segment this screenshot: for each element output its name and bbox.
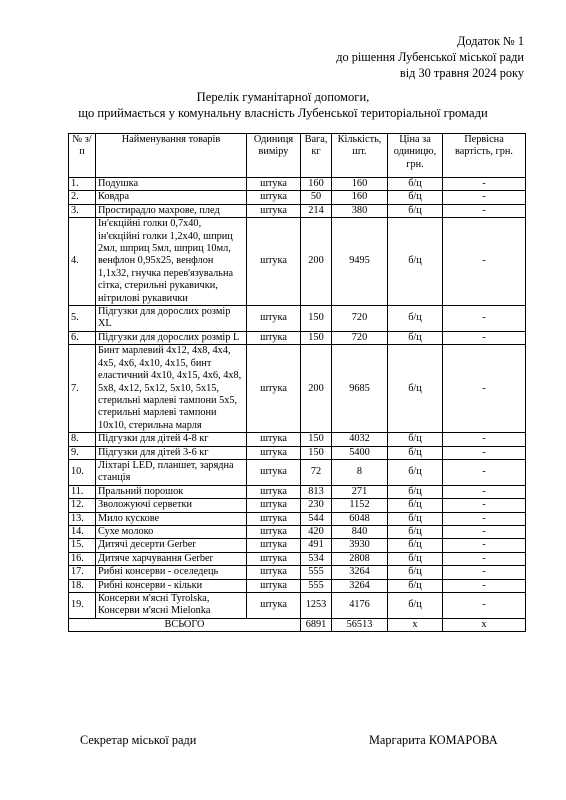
row-number-cell: 12. [69, 499, 96, 512]
initial-cost-cell: - [443, 218, 526, 306]
unit-price-cell: б/ц [388, 579, 443, 592]
weight-cell: 50 [301, 191, 332, 204]
header-cell: Кількість, шт. [332, 134, 388, 178]
weight-cell: 544 [301, 512, 332, 525]
row-number-cell: 18. [69, 579, 96, 592]
document-title [0, 89, 566, 121]
unit-price-cell: б/ц [388, 499, 443, 512]
table-header-row [69, 134, 526, 178]
quantity-cell: 271 [332, 485, 388, 498]
row-number-cell: 1. [69, 178, 96, 191]
item-name-cell: Пральний порошок [96, 485, 247, 498]
table-row [69, 499, 526, 512]
unit-price-cell: б/ц [388, 218, 443, 306]
quantity-cell: 8 [332, 459, 388, 485]
unit-price-cell: б/ц [388, 593, 443, 619]
quantity-cell: 3930 [332, 539, 388, 552]
row-number-cell: 14. [69, 525, 96, 538]
header-cell: Вага, кг [301, 134, 332, 178]
unit-cell: штука [247, 433, 301, 446]
quantity-cell: 720 [332, 306, 388, 332]
unit-cell: штука [247, 178, 301, 191]
table-row [69, 579, 526, 592]
initial-cost-cell: - [443, 459, 526, 485]
unit-cell: штука [247, 345, 301, 433]
table-row [69, 485, 526, 498]
quantity-cell: 3264 [332, 579, 388, 592]
initial-cost-cell: - [443, 579, 526, 592]
table-row [69, 218, 526, 306]
unit-price-cell: б/ц [388, 446, 443, 459]
weight-cell: 150 [301, 446, 332, 459]
weight-cell: 72 [301, 459, 332, 485]
initial-cost-cell: - [443, 433, 526, 446]
item-name-cell: Рибні консерви - оселедець [96, 566, 247, 579]
weight-cell: 534 [301, 552, 332, 565]
unit-cell: штука [247, 539, 301, 552]
unit-price-cell: б/ц [388, 566, 443, 579]
initial-cost-cell: - [443, 525, 526, 538]
row-number-cell: 3. [69, 204, 96, 217]
row-number-cell: 17. [69, 566, 96, 579]
header-cell: Ціна за одиницю, грн. [388, 134, 443, 178]
initial-cost-cell: - [443, 499, 526, 512]
unit-price-cell: б/ц [388, 178, 443, 191]
item-name-cell: Ковдра [96, 191, 247, 204]
unit-cell: штука [247, 593, 301, 619]
unit-cell: штука [247, 331, 301, 344]
item-name-cell: Консерви м'ясні Tyrolska, Консерви м'ясні Mielonka [96, 593, 247, 619]
initial-cost-cell: - [443, 552, 526, 565]
weight-cell: 555 [301, 566, 332, 579]
item-name-cell: Ліхтарі LED, планшет, зарядна станція [96, 459, 247, 485]
unit-cell: штука [247, 512, 301, 525]
total-row [69, 618, 526, 631]
item-name-cell: Подушка [96, 178, 247, 191]
initial-cost-cell: - [443, 306, 526, 332]
item-name-cell: Підгузки для дорослих розмір XL [96, 306, 247, 332]
quantity-cell: 6048 [332, 512, 388, 525]
initial-cost-cell: - [443, 539, 526, 552]
initial-cost-cell: - [443, 446, 526, 459]
signatory-position: Секретар міської ради [80, 733, 197, 747]
table-row [69, 512, 526, 525]
row-number-cell: 19. [69, 593, 96, 619]
row-number-cell: 11. [69, 485, 96, 498]
item-name-cell: Підгузки для дорослих розмір L [96, 331, 247, 344]
quantity-cell: 380 [332, 204, 388, 217]
table-row [69, 204, 526, 217]
header-line-2: до рішення Лубенської міської ради [336, 50, 524, 64]
weight-cell: 200 [301, 345, 332, 433]
unit-price-cell: б/ц [388, 485, 443, 498]
table-row [69, 539, 526, 552]
quantity-cell: 3264 [332, 566, 388, 579]
row-number-cell: 16. [69, 552, 96, 565]
total-weight: 6891 [301, 618, 332, 631]
weight-cell: 150 [301, 306, 332, 332]
unit-price-cell: б/ц [388, 539, 443, 552]
unit-cell: штука [247, 218, 301, 306]
header-cell: № з/п [69, 134, 96, 178]
table-row [69, 593, 526, 619]
initial-cost-cell: - [443, 178, 526, 191]
initial-cost-cell: - [443, 191, 526, 204]
initial-cost-cell: - [443, 593, 526, 619]
weight-cell: 230 [301, 499, 332, 512]
title-line-2: що приймається у комунальну власність Лубенської територіальної громади [78, 106, 488, 120]
table-row [69, 459, 526, 485]
header-line-3: від 30 травня 2024 року [399, 66, 524, 80]
item-name-cell: Простирадло махрове, плед [96, 204, 247, 217]
initial-cost-cell: - [443, 566, 526, 579]
unit-cell: штука [247, 459, 301, 485]
quantity-cell: 9495 [332, 218, 388, 306]
unit-price-cell: б/ц [388, 459, 443, 485]
table-row [69, 306, 526, 332]
item-name-cell: Підгузки для дітей 4-8 кг [96, 433, 247, 446]
table-row [69, 345, 526, 433]
initial-cost-cell: - [443, 485, 526, 498]
unit-cell: штука [247, 485, 301, 498]
row-number-cell: 7. [69, 345, 96, 433]
item-name-cell: Підгузки для дітей 3-6 кг [96, 446, 247, 459]
unit-price-cell: б/ц [388, 345, 443, 433]
title-line-1: Перелік гуманітарної допомоги, [196, 90, 370, 104]
weight-cell: 200 [301, 218, 332, 306]
row-number-cell: 5. [69, 306, 96, 332]
row-number-cell: 15. [69, 539, 96, 552]
quantity-cell: 5400 [332, 446, 388, 459]
unit-price-cell: б/ц [388, 306, 443, 332]
item-name-cell: Сухе молоко [96, 525, 247, 538]
weight-cell: 150 [301, 331, 332, 344]
unit-cell: штука [247, 552, 301, 565]
table-row [69, 331, 526, 344]
unit-cell: штука [247, 446, 301, 459]
quantity-cell: 4032 [332, 433, 388, 446]
table-row [69, 552, 526, 565]
unit-price-cell: б/ц [388, 512, 443, 525]
item-name-cell: Бинт марлевий 4х12, 4х8, 4х4, 4х5, 4х6, 4х10, 4х15, бинт еластичний 4х10, 4х15, 4х6, 4х8, 5х8, 4х12, 5х12, 5х10, 5х15, стерильні марлеві тампони 5х5, стерильні марлеві тампони 10х10, стерильна марля [96, 345, 247, 433]
unit-price-cell: б/ц [388, 204, 443, 217]
initial-cost-cell: - [443, 331, 526, 344]
weight-cell: 555 [301, 579, 332, 592]
initial-cost-cell: - [443, 204, 526, 217]
total-cost: х [443, 618, 526, 631]
quantity-cell: 1152 [332, 499, 388, 512]
unit-cell: штука [247, 191, 301, 204]
row-number-cell: 8. [69, 433, 96, 446]
total-price: х [388, 618, 443, 631]
table-row [69, 566, 526, 579]
item-name-cell: Рибні консерви - кільки [96, 579, 247, 592]
row-number-cell: 6. [69, 331, 96, 344]
quantity-cell: 160 [332, 178, 388, 191]
quantity-cell: 2808 [332, 552, 388, 565]
aid-table [68, 133, 526, 632]
header-cell: Одиниця виміру [247, 134, 301, 178]
table-row [69, 178, 526, 191]
weight-cell: 160 [301, 178, 332, 191]
row-number-cell: 10. [69, 459, 96, 485]
total-qty: 56513 [332, 618, 388, 631]
quantity-cell: 720 [332, 331, 388, 344]
weight-cell: 150 [301, 433, 332, 446]
weight-cell: 491 [301, 539, 332, 552]
row-number-cell: 4. [69, 218, 96, 306]
unit-price-cell: б/ц [388, 552, 443, 565]
total-label: ВСЬОГО [69, 618, 301, 631]
item-name-cell: Ін'єкційні голки 0,7х40, ін'єкційні голки 1,2х40, шприц 2мл, шприц 5мл, шприц 10мл, венфлон 0,95х25, венфлон 1,1х32, гнучка перев'язувальна сітка, стерильні рукавички, нітрилові рукавички [96, 218, 247, 306]
unit-cell: штука [247, 499, 301, 512]
header-line-1: Додаток № 1 [457, 34, 524, 48]
header-cell: Первісна вартість, грн. [443, 134, 526, 178]
unit-cell: штука [247, 306, 301, 332]
unit-cell: штука [247, 566, 301, 579]
weight-cell: 420 [301, 525, 332, 538]
item-name-cell: Дитяче харчування Gerber [96, 552, 247, 565]
row-number-cell: 9. [69, 446, 96, 459]
item-name-cell: Мило кускове [96, 512, 247, 525]
unit-price-cell: б/ц [388, 433, 443, 446]
header-cell: Найменування товарів [96, 134, 247, 178]
item-name-cell: Зволожуючі серветки [96, 499, 247, 512]
table-row [69, 446, 526, 459]
table-row [69, 191, 526, 204]
table-row [69, 525, 526, 538]
row-number-cell: 13. [69, 512, 96, 525]
initial-cost-cell: - [443, 512, 526, 525]
quantity-cell: 840 [332, 525, 388, 538]
unit-cell: штука [247, 204, 301, 217]
unit-price-cell: б/ц [388, 525, 443, 538]
weight-cell: 214 [301, 204, 332, 217]
item-name-cell: Дитячі десерти Gerber [96, 539, 247, 552]
unit-price-cell: б/ц [388, 331, 443, 344]
document-header [336, 33, 524, 81]
table-row [69, 433, 526, 446]
quantity-cell: 160 [332, 191, 388, 204]
row-number-cell: 2. [69, 191, 96, 204]
weight-cell: 1253 [301, 593, 332, 619]
quantity-cell: 4176 [332, 593, 388, 619]
initial-cost-cell: - [443, 345, 526, 433]
weight-cell: 813 [301, 485, 332, 498]
unit-price-cell: б/ц [388, 191, 443, 204]
unit-cell: штука [247, 525, 301, 538]
unit-cell: штука [247, 579, 301, 592]
signatory-name: Маргарита КОМАРОВА [369, 733, 498, 747]
quantity-cell: 9685 [332, 345, 388, 433]
